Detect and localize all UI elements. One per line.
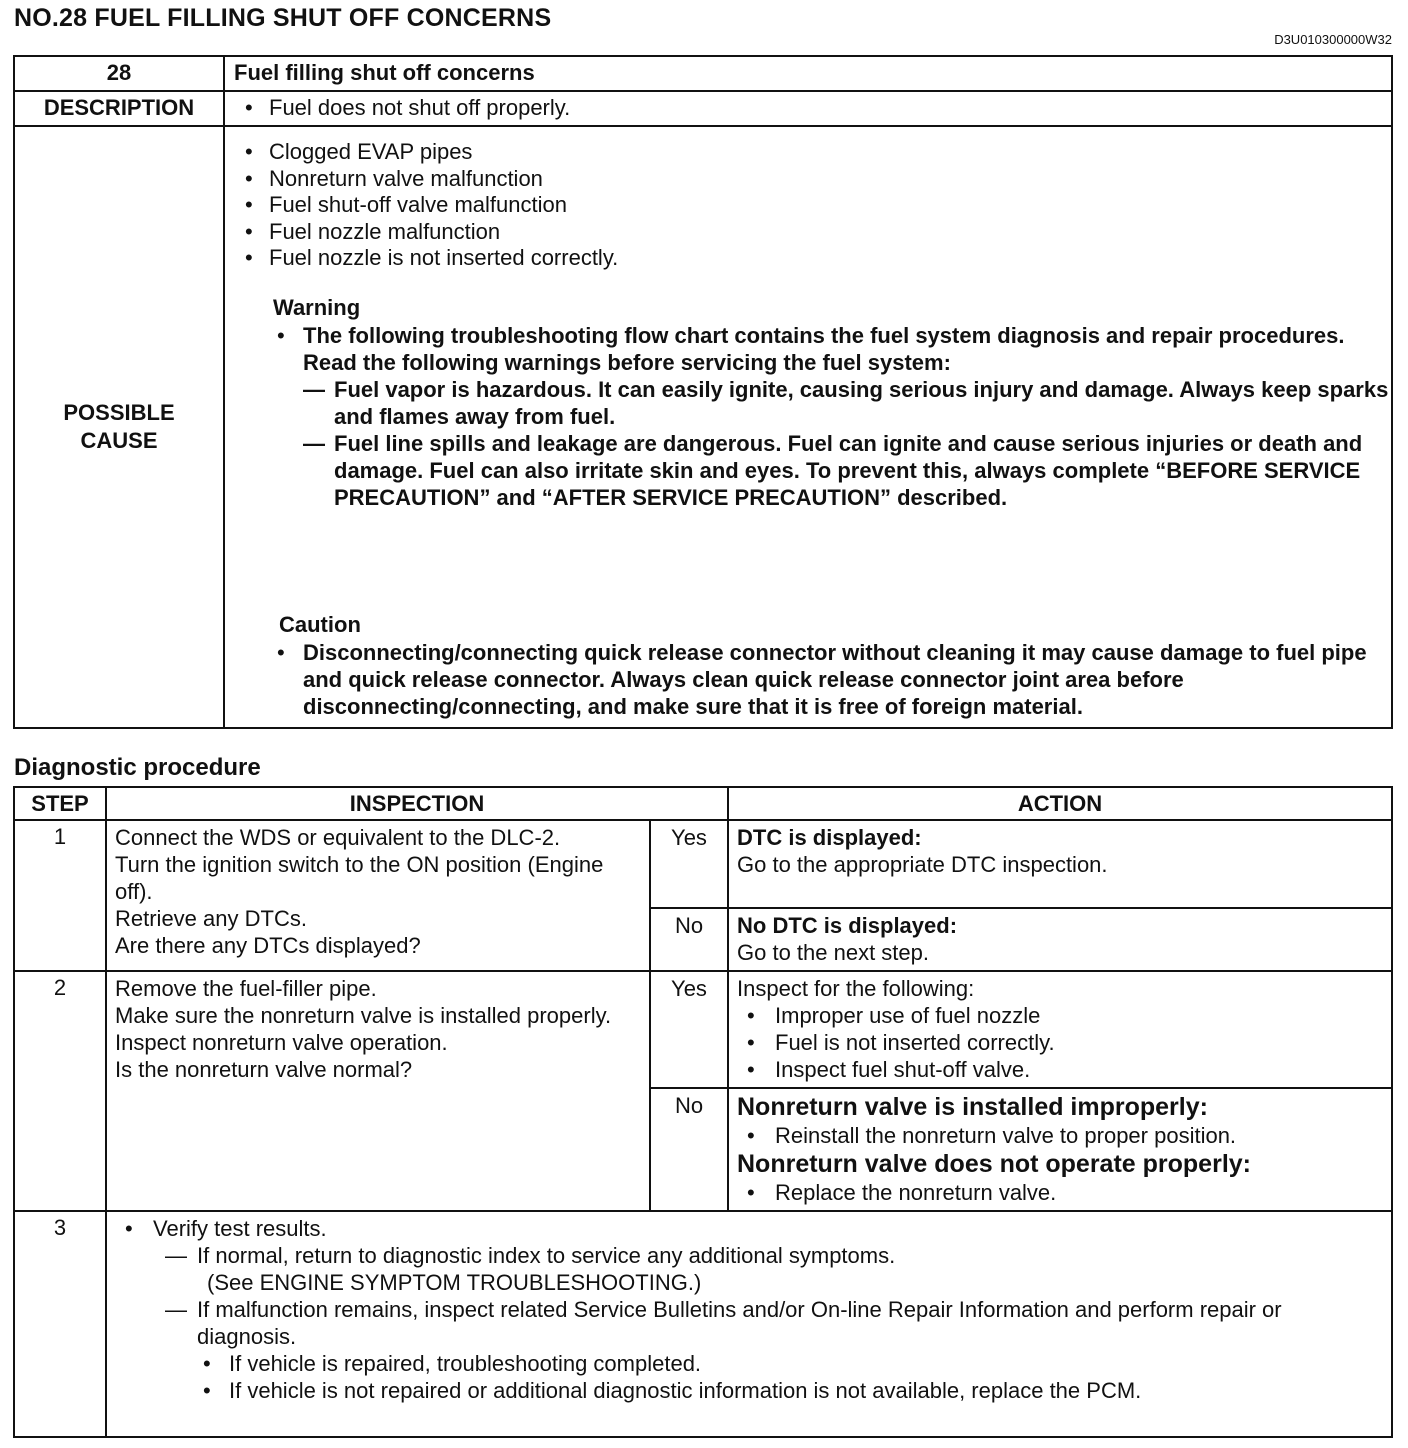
step-column-header: STEP: [14, 787, 106, 820]
description-cell: [224, 91, 1392, 126]
diagnostic-procedure-table: [13, 786, 1393, 1438]
inspection-column-header: INSPECTION: [106, 787, 728, 820]
step2-yes-list: [737, 1002, 1383, 1083]
possible-cause-row: [14, 126, 1392, 728]
step2-inspection-b: Make sure the nonreturn valve is installed properly.: [115, 1003, 612, 1028]
concern-table: [13, 55, 1393, 729]
step2-yes-label: Yes: [650, 971, 728, 1088]
step2-inspection-d: Is the nonreturn valve normal?: [115, 1057, 413, 1082]
action-column-header: ACTION: [728, 787, 1392, 820]
step3-list: [115, 1215, 1383, 1404]
step2-yes-action: [728, 971, 1392, 1088]
caution-main: • Disconnecting/connecting quick release connector without cleaning it may cause damage to fuel pipe and quick release connector. Always clean quick release connector joint area before disconnecting/connecting, and make sure that it is free of foreign material.: [231, 639, 1391, 720]
step1-yes-label: Yes: [650, 820, 728, 908]
section-title: Diagnostic procedure: [14, 754, 261, 781]
possible-cause-label-line2: CAUSE: [80, 428, 158, 453]
concern-header-row: [14, 56, 1392, 91]
step3-number: 3: [14, 1211, 106, 1437]
step2-yes-item: • Inspect fuel shut-off valve.: [737, 1056, 1383, 1083]
step2-no-action: [728, 1088, 1392, 1211]
step2-yes-item: • Fuel is not inserted correctly.: [737, 1029, 1383, 1056]
step1-inspection: [106, 820, 650, 971]
warning-label: Warning: [273, 294, 361, 320]
step2-inspection: [106, 971, 650, 1211]
warning-item: — Fuel line spills and leakage are dangerous. Fuel can ignite and cause serious injuries or death and damage. Fuel can also irritate skin and eyes. To prevent this, always complete “BEFORE SERVICE PRECAUTION” and “AFTER SERVICE PRECAUTION” described.: [303, 430, 1391, 511]
cause-item: • Clogged EVAP pipes: [231, 139, 1391, 166]
step1-no-text: Go to the next step.: [737, 940, 930, 965]
step3-content: [106, 1211, 1392, 1437]
step2-number: 2: [14, 971, 106, 1211]
step1-inspection-c: Retrieve any DTCs.: [115, 906, 307, 931]
cause-item: • Fuel nozzle is not inserted correctly.: [231, 245, 1391, 272]
cause-item: • Nonreturn valve malfunction: [231, 166, 1391, 193]
step2-no-heading-2: Nonreturn valve does not operate properly:: [737, 1150, 1251, 1178]
step2-no-item-1: • Reinstall the nonreturn valve to proper position.: [737, 1122, 1383, 1149]
step1-inspection-a: Connect the WDS or equivalent to the DLC-2.: [115, 825, 561, 850]
warning-sublist: [303, 376, 1391, 511]
step1-number: 1: [14, 820, 106, 971]
step3-main: [115, 1215, 1383, 1404]
description-text: • Fuel does not shut off properly.: [231, 95, 1391, 122]
step1-no-heading: No DTC is displayed:: [737, 913, 958, 938]
step1-yes-text: Go to the appropriate DTC inspection.: [737, 852, 1108, 877]
step3-sub-list: [197, 1350, 1383, 1404]
step1-inspection-d: Are there any DTCs displayed?: [115, 933, 421, 958]
step3-row: [14, 1211, 1392, 1437]
step1-yes-row: [14, 820, 1392, 908]
caution-label: Caution: [279, 611, 361, 637]
step1-yes-heading: DTC is displayed:: [737, 825, 922, 850]
step3-main-text: Verify test results.: [153, 1216, 327, 1241]
step3-malfunction: [165, 1296, 1383, 1404]
procedure-header-row: [14, 787, 1392, 820]
step2-yes-row: [14, 971, 1392, 1088]
warning-list: [231, 322, 1391, 511]
possible-cause-label-line1: POSSIBLE: [63, 400, 175, 425]
step2-no-label: No: [650, 1088, 728, 1211]
step3-dash-list: [153, 1242, 1383, 1404]
step3-sub-item: • If vehicle is repaired, troubleshooting completed.: [197, 1350, 1383, 1377]
document-code: D3U010300000W32: [1274, 32, 1392, 47]
cause-item: • Fuel nozzle malfunction: [231, 219, 1391, 246]
step1-no-action: [728, 908, 1392, 971]
step1-no-label: No: [650, 908, 728, 971]
step3-see-reference: (See ENGINE SYMPTOM TROUBLESHOOTING.): [207, 1270, 702, 1295]
description-label: DESCRIPTION: [14, 91, 224, 126]
concern-number: 28: [14, 56, 224, 91]
cause-list: [231, 139, 1391, 272]
step2-yes-heading: Inspect for the following:: [737, 976, 975, 1001]
step3-malfunction-text: — If malfunction remains, inspect related Service Bulletins and/or On-line Repair Information and perform repair or diagnosis.: [197, 1297, 1282, 1349]
warning-main-text: The following troubleshooting flow chart contains the fuel system diagnosis and repair procedures. Read the following warnings before servicing the fuel system:: [303, 322, 1345, 375]
possible-cause-cell: [224, 126, 1392, 728]
step2-no-heading-1: Nonreturn valve is installed improperly:: [737, 1093, 1208, 1121]
step1-yes-action: [728, 820, 1392, 908]
step2-no-item-2: • Replace the nonreturn valve.: [737, 1179, 1383, 1206]
step2-yes-item: • Improper use of fuel nozzle: [737, 1002, 1383, 1029]
step3-normal-text: — If normal, return to diagnostic index to service any additional symptoms.: [197, 1243, 896, 1268]
caution-list: [231, 639, 1391, 720]
description-row: [14, 91, 1392, 126]
concern-name: Fuel filling shut off concerns: [224, 56, 1392, 91]
step1-inspection-b: Turn the ignition switch to the ON position (Engine off).: [115, 852, 604, 904]
warning-main: [231, 322, 1391, 511]
step3-sub-item: • If vehicle is not repaired or additional diagnostic information is not available, replace the PCM.: [197, 1377, 1383, 1404]
possible-cause-label: [14, 126, 224, 728]
page-title: NO.28 FUEL FILLING SHUT OFF CONCERNS: [14, 4, 552, 32]
warning-item: — Fuel vapor is hazardous. It can easily ignite, causing serious injury and damage. Always keep sparks and flames away from fuel.: [303, 376, 1391, 430]
cause-item: • Fuel shut-off valve malfunction: [231, 192, 1391, 219]
step3-normal: [165, 1242, 1383, 1296]
step2-inspection-a: Remove the fuel-filler pipe.: [115, 976, 377, 1001]
step2-inspection-c: Inspect nonreturn valve operation.: [115, 1030, 448, 1055]
